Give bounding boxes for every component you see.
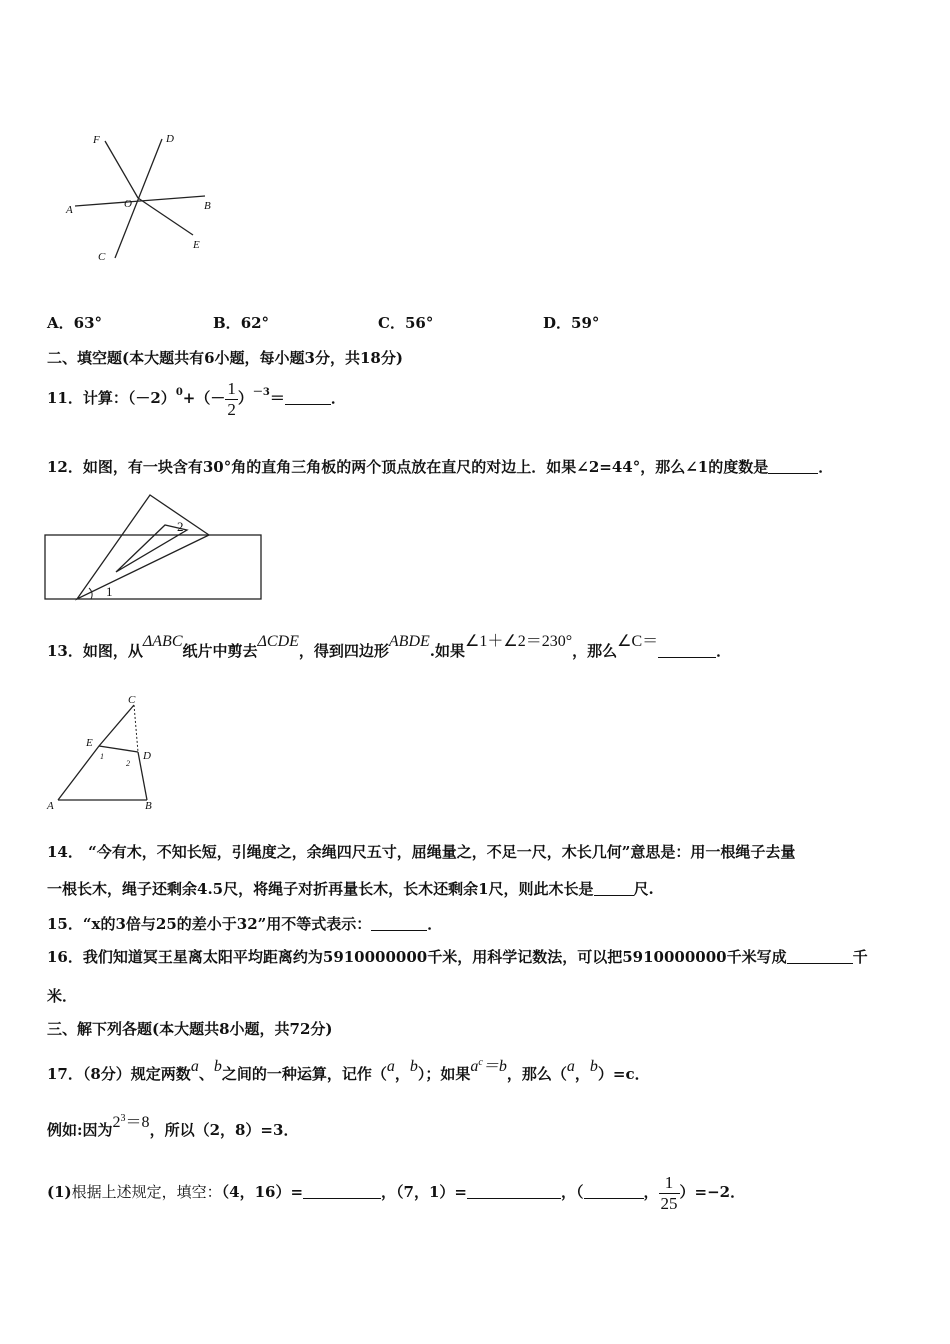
q14-line2: 一根长木，绳子还剩余4.5尺，将绳子对折再量长木，长木还剩余1尺，则此木长是 尺. [47,880,654,898]
q16-line2: 米． [47,987,78,1005]
q11-fraction: $\frac{1}{2}$ [227,378,236,419]
q12: 12．如图，有一块含有30°角的直角三角板的两个顶点放在直尺的对边上．如果∠2=44°，那么∠1的度数是 ． [47,458,834,476]
label-E: E [193,239,200,251]
example: 例如:因为$2^3=8$，所以（2，8）=3． [47,1113,299,1139]
ruler-triangle-figure [44,492,266,604]
part1-blank-1[interactable] [303,1184,381,1199]
q17: 17．（8分）规定两数a、b之间的一种运算，记作（a，b）；如果$a^c=b$，那么（a，b）=c． [47,1057,650,1083]
q12-answer-blank[interactable] [768,459,818,474]
q13: 13．如图，从ΔABC纸片中剪去ΔCDE，得到四边形ABDE.如果∠1＋∠2＝230°，那么∠C＝． [47,633,732,660]
section3-heading: 三、解下列各题(本大题共8小题，共72分) [47,1020,333,1038]
q14-answer-blank[interactable] [594,881,634,896]
label-C: C [128,694,136,706]
label-D: D [143,750,151,762]
label-C: C [98,251,106,263]
angle-label-1: 1 [106,584,113,599]
part1-blank-2[interactable] [467,1184,561,1199]
q11-answer-blank[interactable] [285,390,331,405]
q11: 11．计算：$(-2)^0+(-$ $\frac{1}{2}$ ）$^{-3}$＝ ． [47,378,346,419]
label-A: A [66,204,73,216]
label-E: E [86,737,93,749]
label-2: 2 [126,759,130,768]
q13-answer-blank[interactable] [658,643,716,658]
label-1: 1 [100,752,104,761]
option-d: D．59° [543,314,600,332]
option-b: B．62° [213,314,270,332]
part1: (1)根据上述规定，填空：（4，16）= ，（7，1）= ，（ ， $\frac{1}{25}$ ）=−2． [47,1172,746,1213]
q15: 15．“x的3倍与25的差小于32”用不等式表示： ． [47,915,443,933]
triangle-cut-figure [44,692,169,812]
label-A: A [47,800,54,812]
label-D: D [166,133,174,145]
angle-label-2: 2 [177,519,184,534]
label-B: B [145,800,152,812]
option-a: A．63° [47,314,103,332]
label-B: B [204,200,211,212]
label-O: O [124,198,132,210]
q16-line1: 16．我们知道冥王星离太阳平均距离约为5910000000千米，用科学记数法，可以把5910000000千米写成 千 [47,948,868,966]
part1-blank-3[interactable] [584,1184,644,1199]
q16-answer-blank[interactable] [787,949,853,964]
q14-line1: 14． “今有木，不知长短，引绳度之，余绳四尺五寸，屈绳量之，不足一尺，木长几何”意思是：用一根绳子去量 [47,843,796,861]
label-F: F [93,134,100,146]
q15-answer-blank[interactable] [371,916,427,931]
option-c: C．56° [378,314,434,332]
part1-fraction: $\frac{1}{25}$ [660,1172,678,1213]
section2-heading: 二、填空题(本大题共有6小题，每小题3分，共18分) [47,349,403,367]
angle-figure [60,125,250,270]
